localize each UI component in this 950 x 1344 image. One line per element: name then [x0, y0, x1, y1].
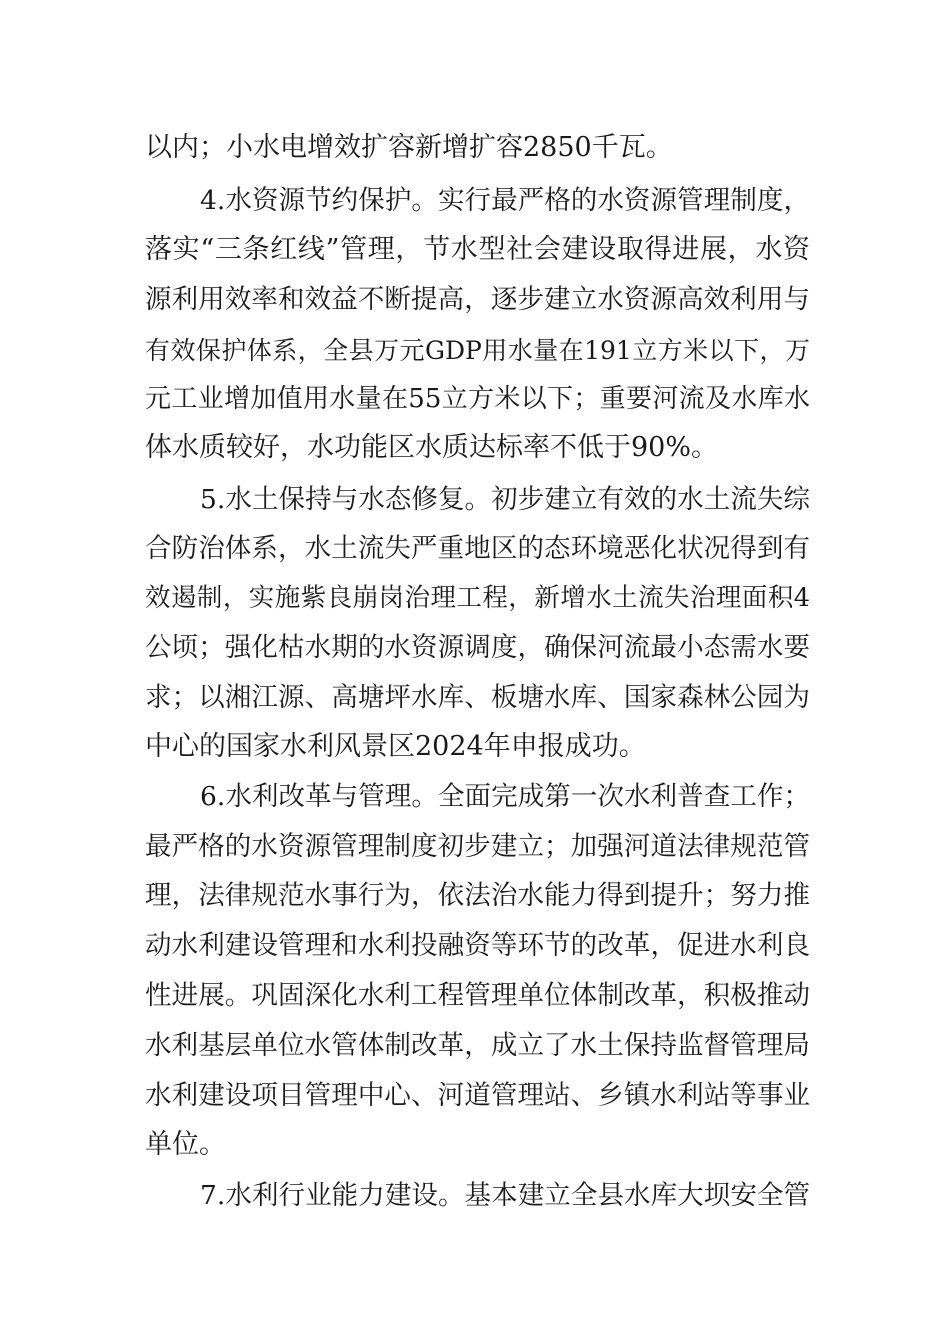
text-line: 元工业增加值用水量在55立方米以下；重要河流及水库水: [145, 384, 810, 414]
text-line: 公顷；强化枯水期的水资源调度，确保河流最小态需水要: [145, 632, 810, 663]
text-line: 以内；小水电增效扩容新增扩容2850千瓦。: [145, 132, 673, 163]
text-line: 理，法律规范水事行为，依法治水能力得到提升；努力推: [145, 880, 810, 911]
text-line: 源利用效率和效益不断提高，逐步建立水资源高效利用与: [145, 284, 810, 315]
text-line: 7.水利行业能力建设。基本建立全县水库大坝安全管: [200, 1180, 810, 1211]
text-line: 最严格的水资源管理制度初步建立；加强河道法律规范管: [145, 831, 810, 862]
text-line: 水利基层单位水管体制改革，成立了水土保持监督管理局: [145, 1030, 810, 1061]
text-line: 中心的国家水利风景区2024年申报成功。: [145, 731, 646, 762]
text-line: 求；以湘江源、高塘坪水库、板塘水库、国家森林公园为: [145, 682, 810, 713]
text-line: 单位。: [145, 1129, 226, 1160]
text-line: 性进展。巩固深化水利工程管理单位体制改革，积极推动: [145, 980, 810, 1011]
text-line: 动水利建设管理和水利投融资等环节的改革，促进水利良: [145, 930, 810, 961]
text-line: 6.水利改革与管理。全面完成第一次水利普查工作；: [200, 781, 810, 812]
text-line: 效遏制，实施紫良崩岗治理工程，新增水土流失治理面积4: [145, 583, 810, 613]
text-line: 落实“三条红线”管理，节水型社会建设取得进展，水资: [145, 234, 810, 265]
text-line: 有效保护体系，全县万元GDP用水量在191立方米以下，万: [145, 336, 810, 365]
text-line: 5.水土保持与水态修复。初步建立有效的水土流失综: [200, 484, 810, 515]
text-line: 4.水资源节约保护。实行最严格的水资源管理制度，: [200, 185, 810, 216]
text-line: 合防治体系，水土流失严重地区的态环境恶化状况得到有: [145, 533, 810, 564]
text-line: 体水质较好，水功能区水质达标率不低于90%。: [145, 432, 719, 463]
text-line: 水利建设项目管理中心、河道管理站、乡镇水利站等事业: [145, 1080, 810, 1111]
